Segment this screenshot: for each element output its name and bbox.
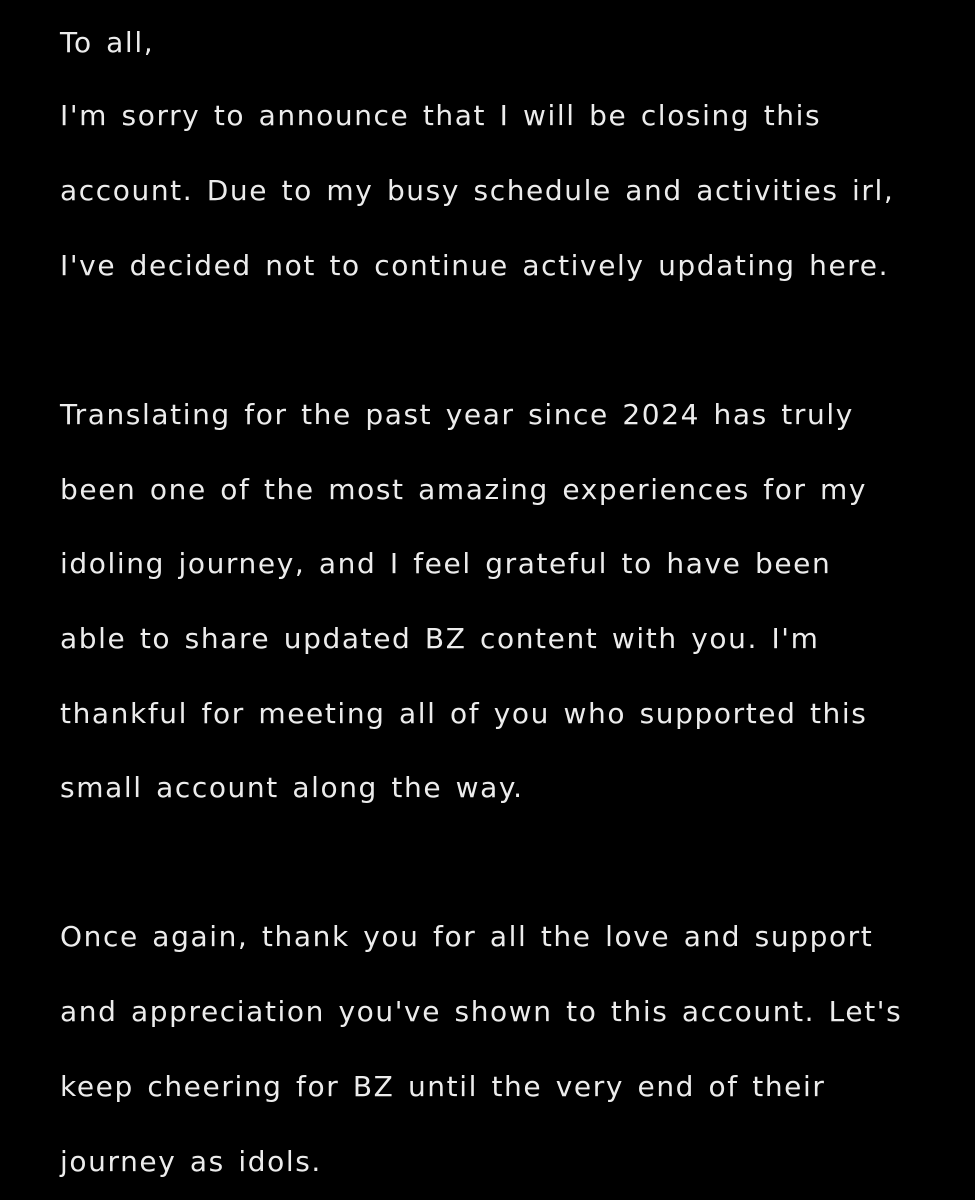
- paragraph-1-line: I've decided not to continue actively updating here.: [60, 249, 890, 282]
- paragraph-3-line: journey as idols.: [60, 1145, 322, 1178]
- greeting: To all,: [60, 26, 155, 59]
- paragraph-1-line: I'm sorry to announce that I will be closing this: [60, 99, 822, 132]
- paragraph-2-line: able to share updated BZ content with you. I'm: [60, 622, 820, 655]
- paragraph-2-line: Translating for the past year since 2024 has truly: [60, 398, 854, 431]
- paragraph-2-line: small account along the way.: [60, 771, 524, 804]
- paragraph-1-line: account. Due to my busy schedule and activities irl,: [60, 174, 895, 207]
- paragraph-2-line: idoling journey, and I feel grateful to have been: [60, 547, 832, 580]
- paragraph-3-line: keep cheering for BZ until the very end of their: [60, 1070, 826, 1103]
- paragraph-2-line: been one of the most amazing experiences for my: [60, 473, 868, 506]
- paragraph-3-line: Once again, thank you for all the love and support: [60, 920, 874, 953]
- paragraph-2-line: thankful for meeting all of you who supported this: [60, 697, 868, 730]
- paragraph-3-line: and appreciation you've shown to this account. Let's: [60, 995, 903, 1028]
